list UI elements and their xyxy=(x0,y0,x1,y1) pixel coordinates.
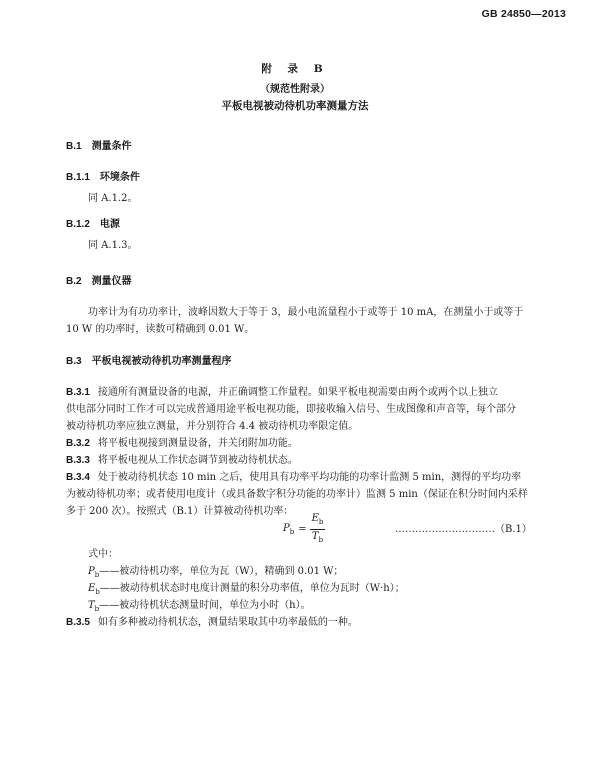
section-number: B.3.4 xyxy=(66,472,90,483)
variable-definition: ——被动待机状态测量时间，单位为小时（h）。 xyxy=(99,600,311,611)
section-b31-line-2: 供电部分同时工作才可以完成普通用途平板电视功能，即接收输入信号、生成图像和声音等，每个部分 xyxy=(66,404,516,415)
line-text: 接通所有测量设备的电源，并正确调整工作量程。如果平板电视需要由两个或两个以上独立 xyxy=(97,387,498,398)
section-title: 环境条件 xyxy=(99,172,140,183)
line-text: 处于被动待机状态 10 min 之后，使用具有功率平均功能的功率计监测 5 min，测得的平均功率 xyxy=(97,472,522,483)
formula-denominator: $T_b$ xyxy=(311,531,324,544)
section-b2-line-2: 10 W 的功率时，读数可精确到 0.01 W。 xyxy=(66,324,255,335)
variable-symbol: $T_b$ xyxy=(88,600,100,613)
section-b34-line-3: 多于 200 次）。按照式（B.1）计算被动待机功率： xyxy=(66,506,294,517)
section-b34-line-2: 为被动待机功率；或者使用电度计（或具备数字积分功能的功率计）监测 5 min（保证在积分时间内采样 xyxy=(66,489,528,500)
standard-code: GB 24850—2013 xyxy=(481,8,566,20)
section-title: 测量仪器 xyxy=(91,276,132,287)
section-b31-line-1 xyxy=(66,384,498,401)
section-number: B.3.2 xyxy=(66,438,90,449)
section-b2-line-1: 功率计为有功功率计，波峰因数大于等于 3，最小电流量程小于或等于 10 mA，在测量小于或等于 xyxy=(88,307,524,318)
appendix-title: 附 录 B xyxy=(261,63,329,75)
section-b34-line-1 xyxy=(66,469,521,486)
section-b1-heading xyxy=(66,137,132,152)
variable-definition: ——被动待机功率，单位为瓦（W），精确到 0.01 W； xyxy=(99,566,344,577)
appendix-name: 平板电视被动待机功率测量方法 xyxy=(221,100,369,112)
section-title: 测量条件 xyxy=(91,141,132,152)
section-b12-heading xyxy=(66,215,120,230)
formula-b1 xyxy=(275,512,545,542)
section-b32 xyxy=(66,435,298,452)
formula-equals: = xyxy=(298,524,307,535)
line-text: 如有多种被动待机状态，测量结果取其中功率最低的一种。 xyxy=(97,617,358,628)
variable-symbol: $E_b$ xyxy=(88,583,100,596)
section-b35 xyxy=(66,614,358,631)
section-number: B.1.1 xyxy=(66,172,90,183)
formula-reference: …………………………（B.1） xyxy=(395,524,532,535)
where-label: 式中： xyxy=(88,549,118,560)
section-b33 xyxy=(66,452,298,469)
line-text: 将平板电视从工作状态调节到被动待机状态。 xyxy=(97,455,298,466)
section-number: B.3 xyxy=(66,356,82,367)
section-b12-text: 同 A.1.3。 xyxy=(88,240,138,251)
section-title: 平板电视被动待机功率测量程序 xyxy=(91,356,232,367)
section-number: B.1 xyxy=(66,141,82,152)
formula-lhs: $P_b$ xyxy=(283,523,295,536)
section-b31-line-3: 被动待机功率应独立测量，并分别符合 4.4 被动待机功率限定值。 xyxy=(66,421,359,432)
section-b2-heading xyxy=(66,272,132,287)
variable-symbol: $P_b$ xyxy=(88,566,100,579)
formula-expression xyxy=(283,512,325,547)
section-number: B.3.1 xyxy=(66,387,90,398)
section-number: B.1.2 xyxy=(66,219,90,230)
variable-definition: ——被动待机状态时电度计测量的积分功率值，单位为瓦时（W·h）； xyxy=(99,583,405,594)
line-text: 将平板电视接到测量设备，并关闭附加功能。 xyxy=(97,438,298,449)
section-b11-heading xyxy=(66,168,140,183)
appendix-type: （规范性附录） xyxy=(260,84,330,95)
section-b3-heading xyxy=(66,352,232,367)
section-number: B.3.5 xyxy=(66,617,90,628)
formula-numerator: $E_b$ xyxy=(310,512,326,530)
section-number: B.2 xyxy=(66,276,82,287)
section-b11-text: 同 A.1.2。 xyxy=(88,193,138,204)
section-number: B.3.3 xyxy=(66,455,90,466)
section-title: 电源 xyxy=(99,219,120,230)
formula-fraction xyxy=(310,512,326,547)
